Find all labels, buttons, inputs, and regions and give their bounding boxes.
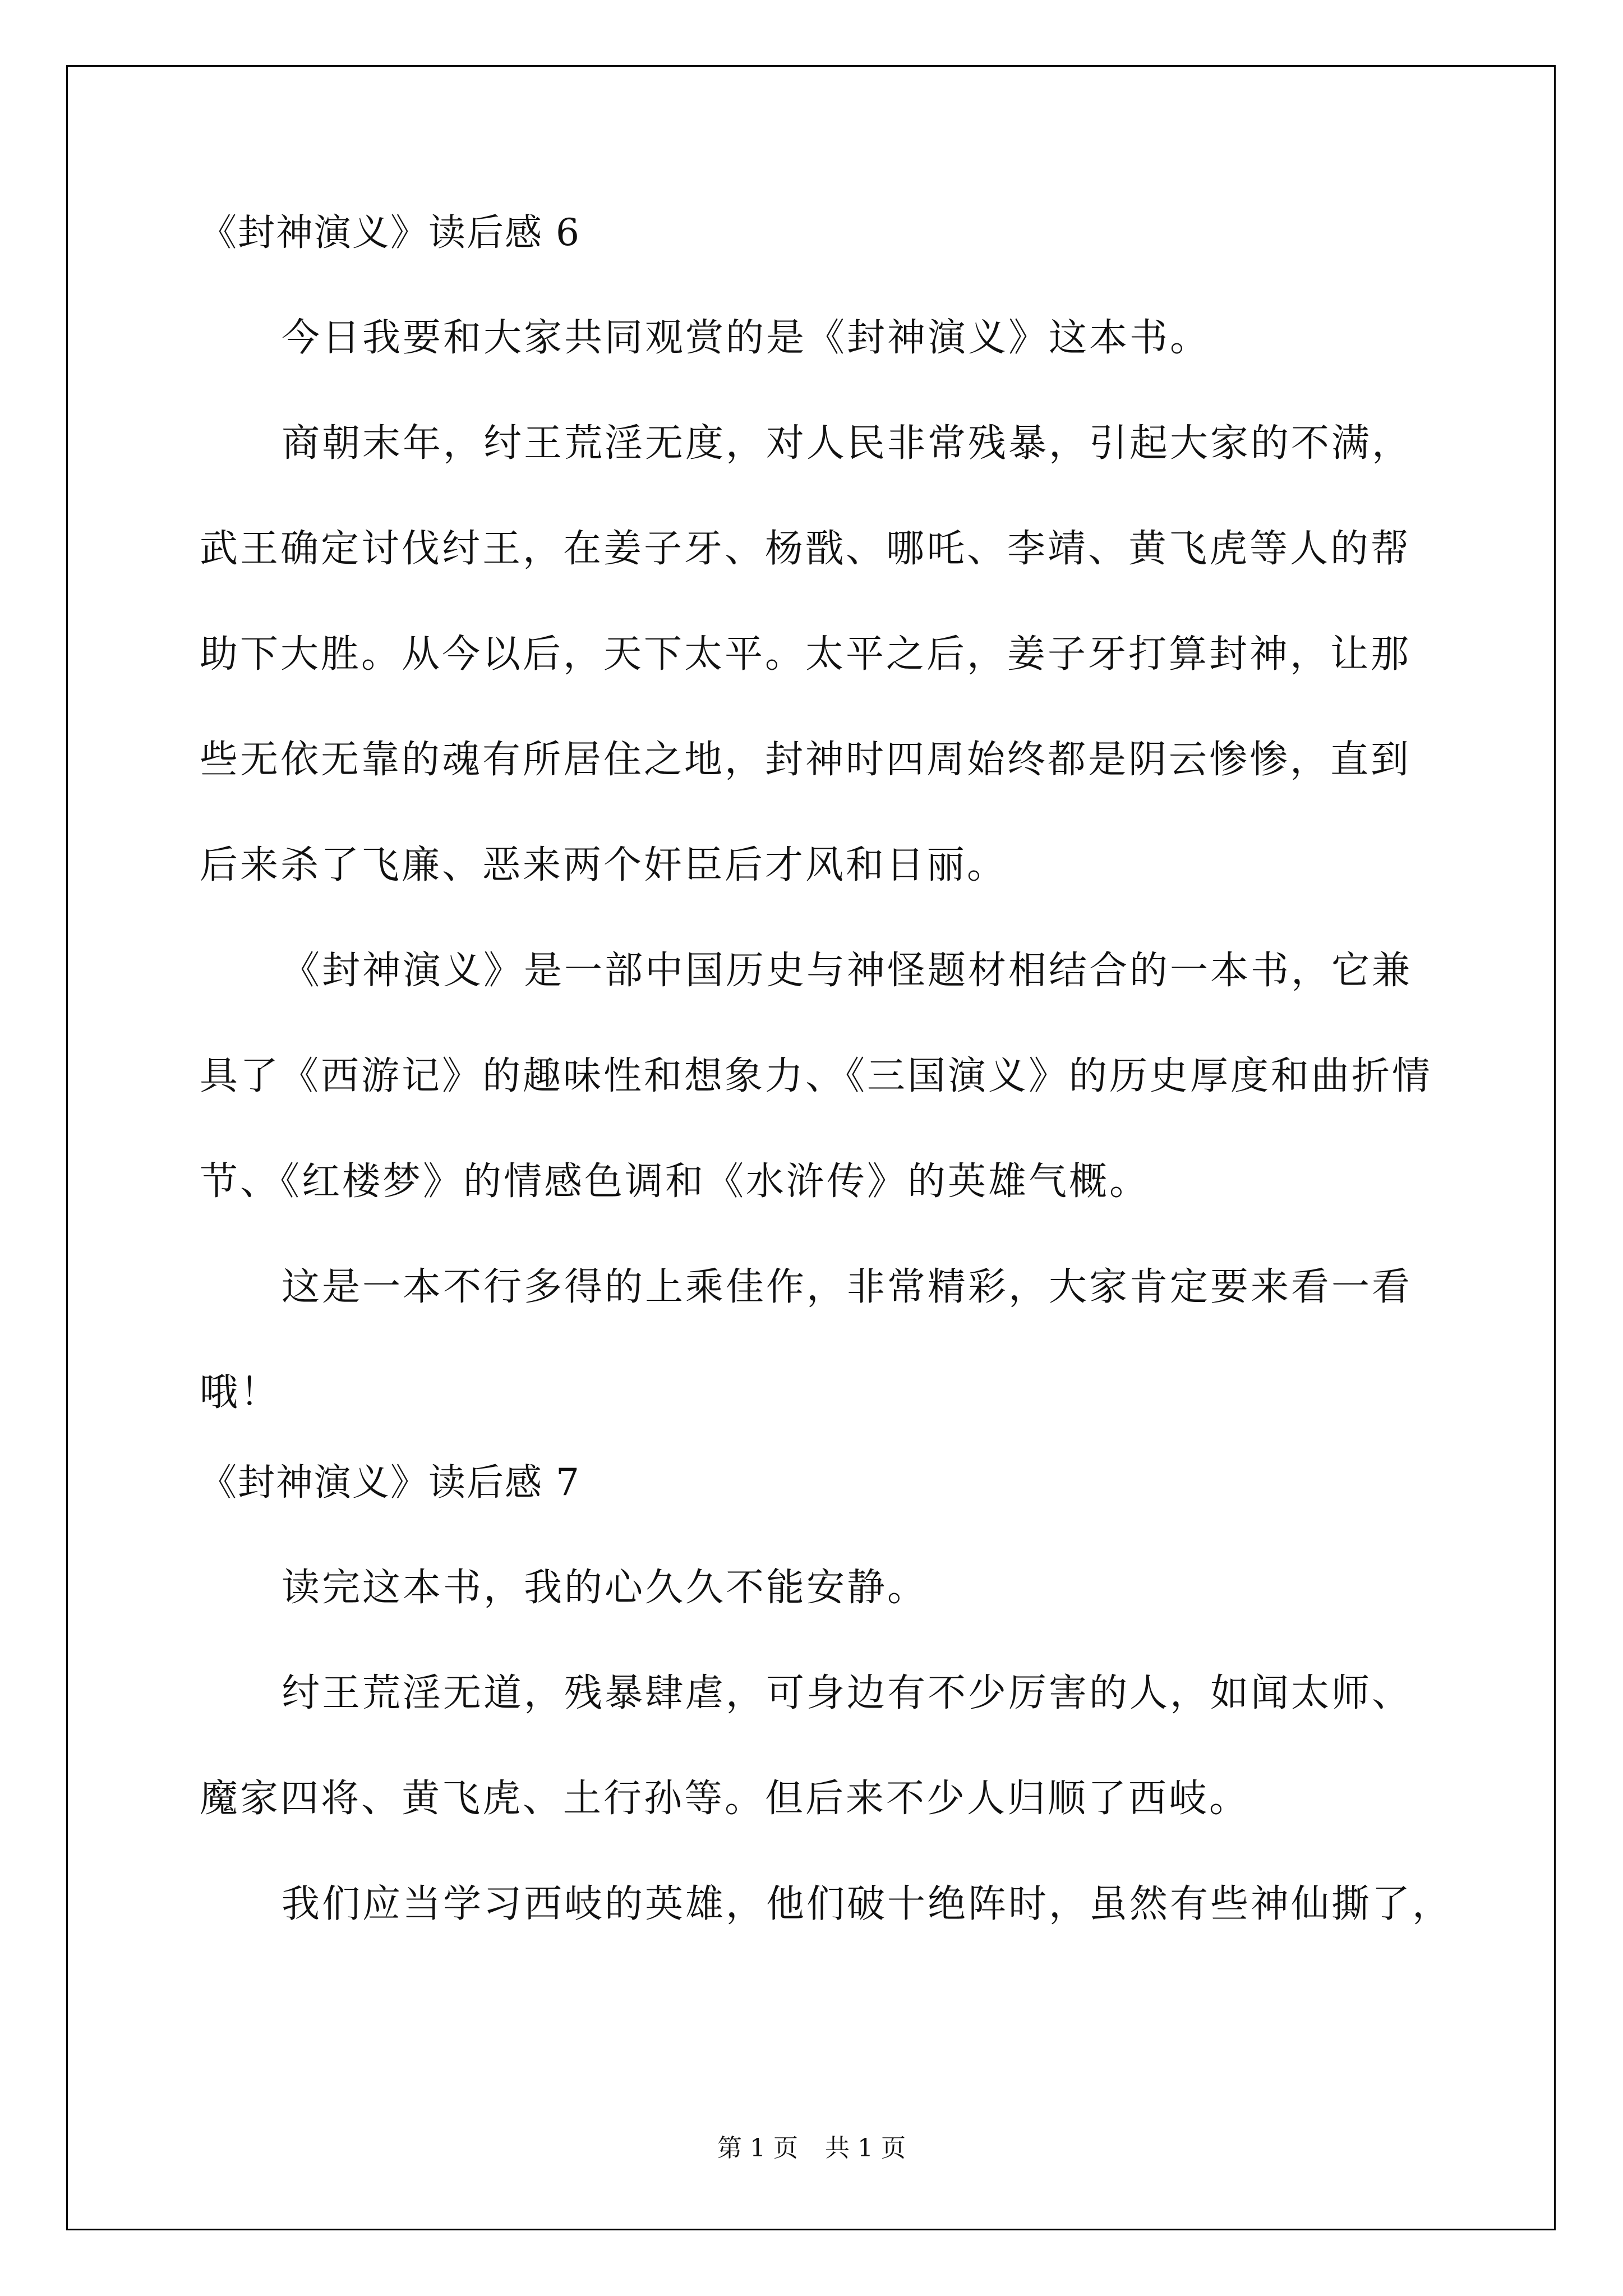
text-line: 些无依无靠的魂有所居住之地，封神时四周始终都是阴云惨惨，直到 (200, 738, 1412, 782)
document-body (200, 208, 1453, 1985)
text-line: 哦！ (200, 1370, 281, 1415)
page-number: 第 1 页 (717, 2134, 798, 2162)
page-total: 共 1 页 (825, 2134, 906, 2162)
section-body (200, 1563, 1453, 1930)
section-title: 《封神演义》读后感 7 (200, 1461, 580, 1504)
essay-section-6 (200, 208, 1433, 1418)
text-line: 具了《西游记》的趣味性和想象力、《三国演义》的历史厚度和曲折情 (200, 1054, 1433, 1098)
text-line: 魔家四将、黄飞虎、土行孙等。但后来不少人归顺了西岐。 (200, 1777, 1250, 1821)
section-body (200, 313, 1433, 1418)
text-line: 纣王荒淫无道，残暴肆虐，可身边有不少厉害的人，如闻太师、 (282, 1671, 1413, 1715)
section-title: 《封神演义》读后感 6 (200, 211, 580, 254)
page-footer (0, 2132, 1623, 2165)
text-line: 我们应当学习西岐的英雄，他们破十绝阵时，虽然有些神仙撕了， (282, 1882, 1453, 1926)
text-line: 武王确定讨伐纣王，在姜子牙、杨戬、哪吒、李靖、黄飞虎等人的帮 (200, 527, 1412, 571)
text-line: 节、《红楼梦》的情感色调和《水浒传》的英雄气概。 (200, 1159, 1150, 1204)
text-line: 助下大胜。从今以后，天下太平。太平之后，姜子牙打算封神，让那 (200, 632, 1412, 677)
essay-section-7 (200, 1457, 1453, 1930)
text-line: 商朝末年，纣王荒淫无度，对人民非常残暴，引起大家的不满， (282, 421, 1413, 466)
text-line: 后来杀了飞廉、恶来两个奸臣后才风和日丽。 (200, 843, 1008, 887)
text-line: 《封神演义》是一部中国历史与神怪题材相结合的一本书，它兼 (282, 949, 1413, 993)
text-line: 今日我要和大家共同观赏的是《封神演义》这本书。 (282, 316, 1211, 360)
text-line: 这是一本不行多得的上乘佳作，非常精彩，大家肯定要来看一看 (282, 1265, 1413, 1309)
text-line: 读完这本书，我的心久久不能安静。 (282, 1566, 928, 1610)
